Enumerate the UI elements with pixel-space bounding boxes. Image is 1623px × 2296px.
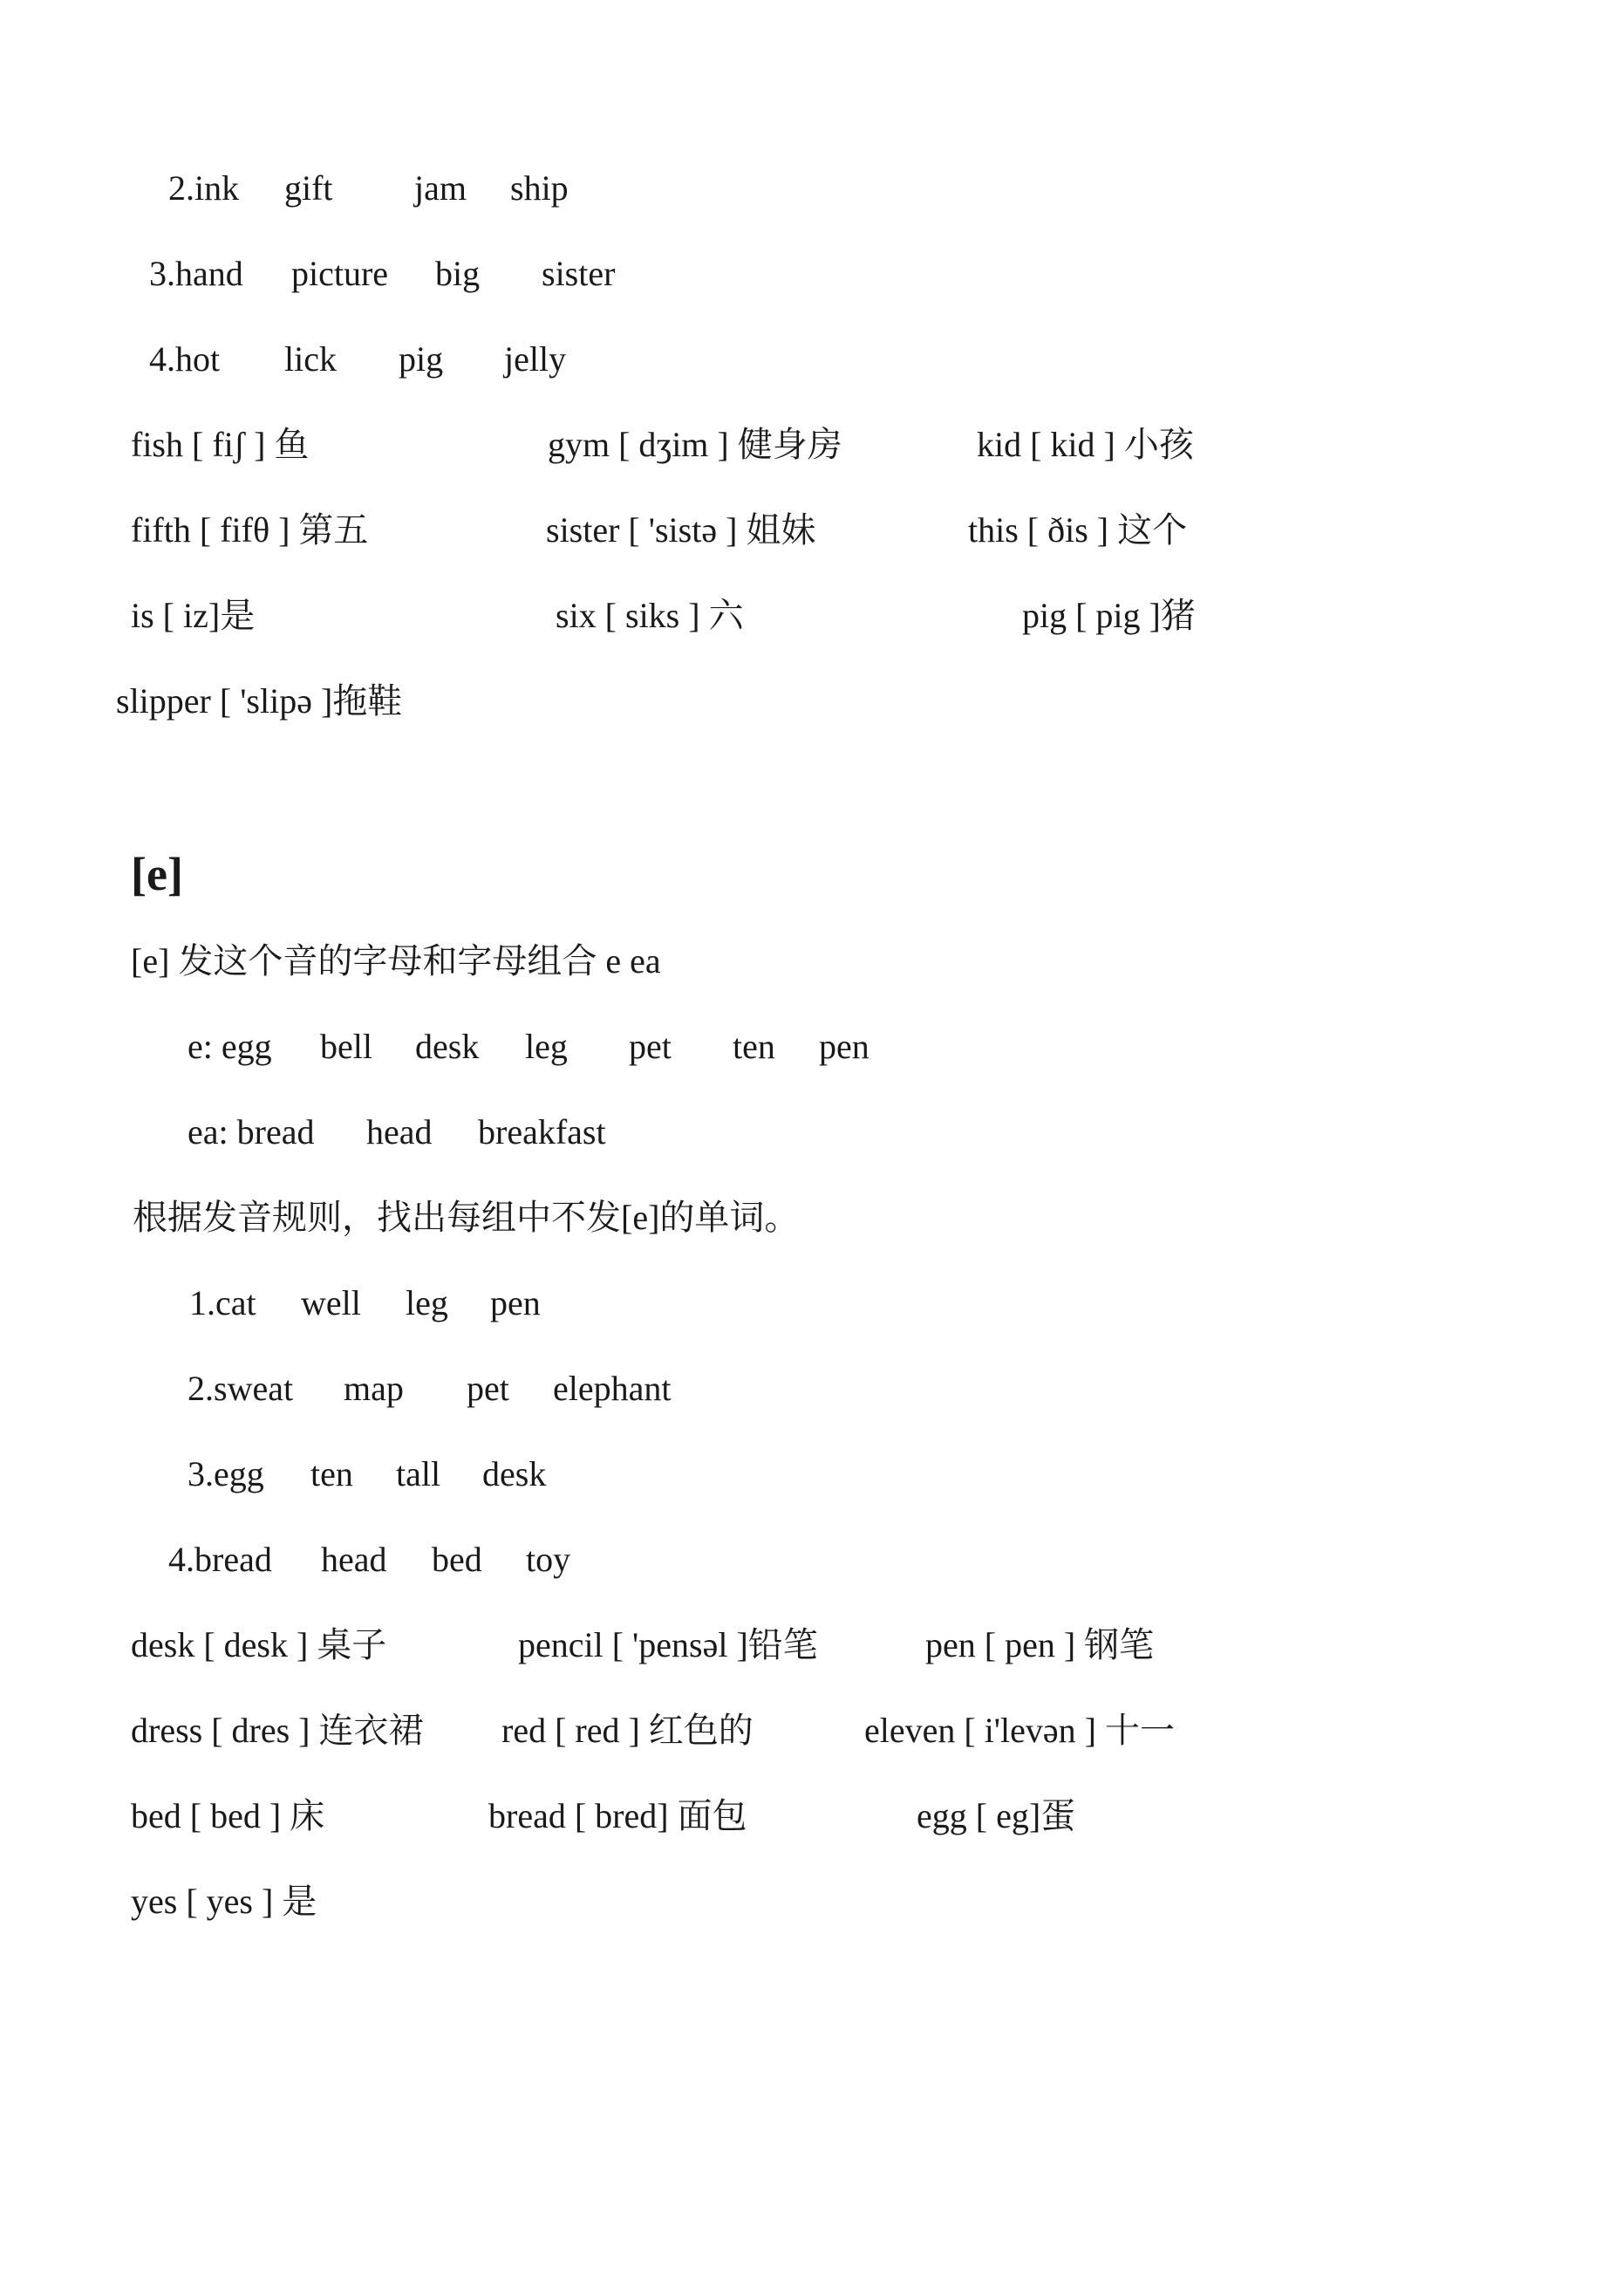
word: ea: bread [188,1112,315,1151]
word: sister [542,254,616,293]
word: 2.sweat [188,1369,294,1408]
vocab-entry: sister [ 'sistə ] 姐妹 [546,510,816,550]
word: pen [819,1027,869,1066]
word: lick [284,339,337,379]
vocab-entry: this [ ðis ] 这个 [968,510,1188,550]
vocab-entry: pencil [ 'pensəl ]铅笔 [518,1625,818,1664]
vocab-entry: desk [ desk ] 桌子 [131,1625,387,1664]
vocab-entry: gym [ dʒim ] 健身房 [548,425,842,464]
word: pig [399,339,444,379]
word: desk [482,1454,547,1493]
word: bell [320,1027,372,1066]
vocab-entry: slipper [ 'slipə ]拖鞋 [116,681,403,721]
vocab-entry: is [ iz]是 [131,596,256,635]
word: 3.hand [149,254,243,293]
word: big [435,254,481,293]
word: 4.bread [168,1540,272,1579]
intro-text: [e] 发这个音的字母和字母组合 e ea [131,941,661,981]
word: jelly [504,339,567,379]
word: 4.hot [149,339,221,379]
word: desk [415,1027,480,1066]
word: elephant [553,1369,672,1408]
word: ship [510,168,569,208]
vocab-entry: six [ siks ] 六 [556,596,744,635]
vocab-entry: bed [ bed ] 床 [131,1796,325,1835]
word: ten [733,1027,775,1066]
word: tall [396,1454,441,1493]
word: pen [490,1283,541,1322]
instruction-text: 根据发音规则，找出每组中不发[e]的单词。 [133,1198,800,1237]
vocab-entry: fish [ fiʃ ] 鱼 [131,425,310,464]
word: picture [291,254,389,293]
vocab-entry: kid [ kid ] 小孩 [977,425,1194,464]
vocab-entry: egg [ eg]蛋 [917,1796,1076,1835]
vocab-entry: yes [ yes ] 是 [131,1882,317,1921]
word: bed [432,1540,482,1579]
word: toy [526,1540,571,1579]
word: pet [467,1369,509,1408]
word: ten [310,1454,353,1493]
word: e: egg [188,1027,272,1066]
word: pet [629,1027,672,1066]
vocab-entry: dress [ dres ] 连衣裙 [131,1711,424,1750]
vocab-entry: pig [ pig ]猪 [1022,596,1196,635]
vocab-entry: fifth [ fifθ ] 第五 [131,510,369,550]
vocab-entry: bread [ bred] 面包 [488,1796,747,1835]
word: 2.ink [168,168,240,208]
word: map [344,1369,404,1408]
word: breakfast [478,1112,606,1151]
vocab-entry: pen [ pen ] 钢笔 [925,1625,1155,1664]
word: head [366,1112,433,1151]
word: head [321,1540,387,1579]
vocab-entry: eleven [ i'levən ] 十一 [864,1711,1175,1750]
word: leg [406,1283,448,1322]
word: well [301,1283,361,1322]
word: 1.cat [189,1283,256,1322]
word: jam [414,168,467,208]
word: leg [525,1027,568,1066]
section-heading: [e] [131,848,183,900]
word: 3.egg [188,1454,264,1493]
word: gift [284,168,333,208]
vocab-entry: red [ red ] 红色的 [501,1711,754,1750]
